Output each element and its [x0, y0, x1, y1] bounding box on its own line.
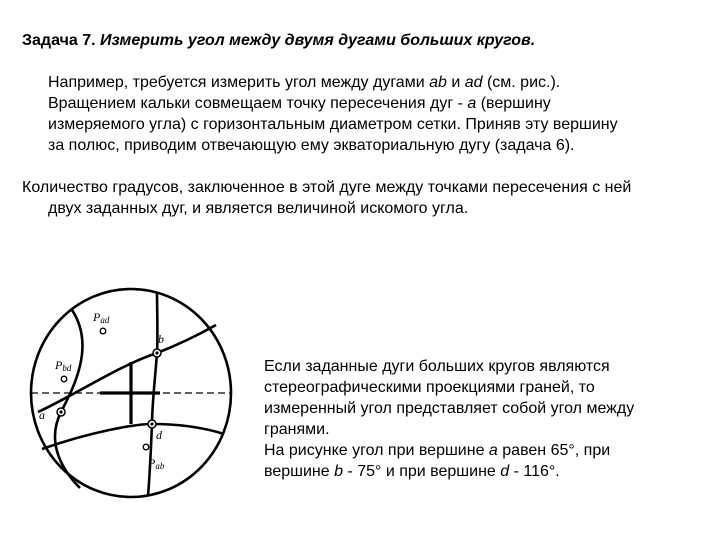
pole-ad-marker [100, 328, 106, 334]
task-statement: Измерить угол между двумя дугами больших кругов. [100, 32, 536, 49]
caption-line: стереографическими проекциями граней, то [264, 379, 595, 396]
text-span: Например, требуется измерить угол между дугами [48, 74, 430, 91]
figure-caption [264, 356, 634, 482]
text-span: и [446, 74, 465, 91]
task-label: Задача 7. [22, 32, 96, 49]
pole-bd-marker [61, 376, 67, 382]
paragraph-line: за полюс, приводим отвечающую ему экваториальную дугу (задача 6). [48, 137, 575, 154]
arc-ad-ref: ad [464, 74, 483, 91]
vertex-d-dot [150, 422, 153, 425]
text-span: - 116°. [509, 463, 560, 480]
vertex-b-dot [155, 351, 158, 354]
pole-ab-label: Pab [148, 456, 165, 471]
caption-line: Если заданные дуги больших кругов являются [264, 358, 610, 375]
paragraph-line: Количество градусов, заключенное в этой дуге между точками пересечения с ней [22, 179, 632, 196]
vertex-a-ref: а [488, 442, 498, 459]
text-span: - 75° и при вершине [342, 463, 501, 480]
paragraph-line: измеряемого угла) с горизонтальным диаметром сетки. Приняв эту вершину [48, 116, 618, 133]
text-span: (вершину [476, 95, 551, 112]
caption-line [264, 440, 634, 461]
text-span: (см. рис.). [482, 74, 561, 91]
vertex-d-label: d [156, 428, 162, 442]
text-span: вершине [264, 463, 335, 480]
caption-line [264, 461, 634, 482]
text-span: Вращением кальки совмещаем точку пересечения дуг - [48, 95, 468, 112]
vertex-d-ref: d [500, 463, 510, 480]
pole-ab-marker [143, 444, 149, 450]
vertex-a-dot [59, 410, 62, 413]
vertex-a-ref: а [467, 95, 477, 112]
arc-ab-ref: ab [429, 74, 447, 91]
text-span: На рисунке угол при вершине [264, 442, 489, 459]
pole-bd-label: Pbd [55, 358, 72, 373]
vertex-b-ref: b [334, 463, 343, 480]
text-span: равен 65°, при [497, 442, 611, 459]
great-circle-arc-a [55, 310, 82, 488]
paragraph-line: двух заданных дуг, и является величиной искомого угла. [48, 200, 469, 217]
caption-line: гранями. [264, 421, 330, 438]
pole-ad-label: Pad [93, 310, 110, 325]
great-circle-arc-ad [42, 424, 224, 449]
caption-line: измеренный угол представляет собой угол между [264, 400, 635, 417]
vertex-b-label: b [158, 332, 164, 346]
vertex-a-label: a [39, 408, 45, 422]
